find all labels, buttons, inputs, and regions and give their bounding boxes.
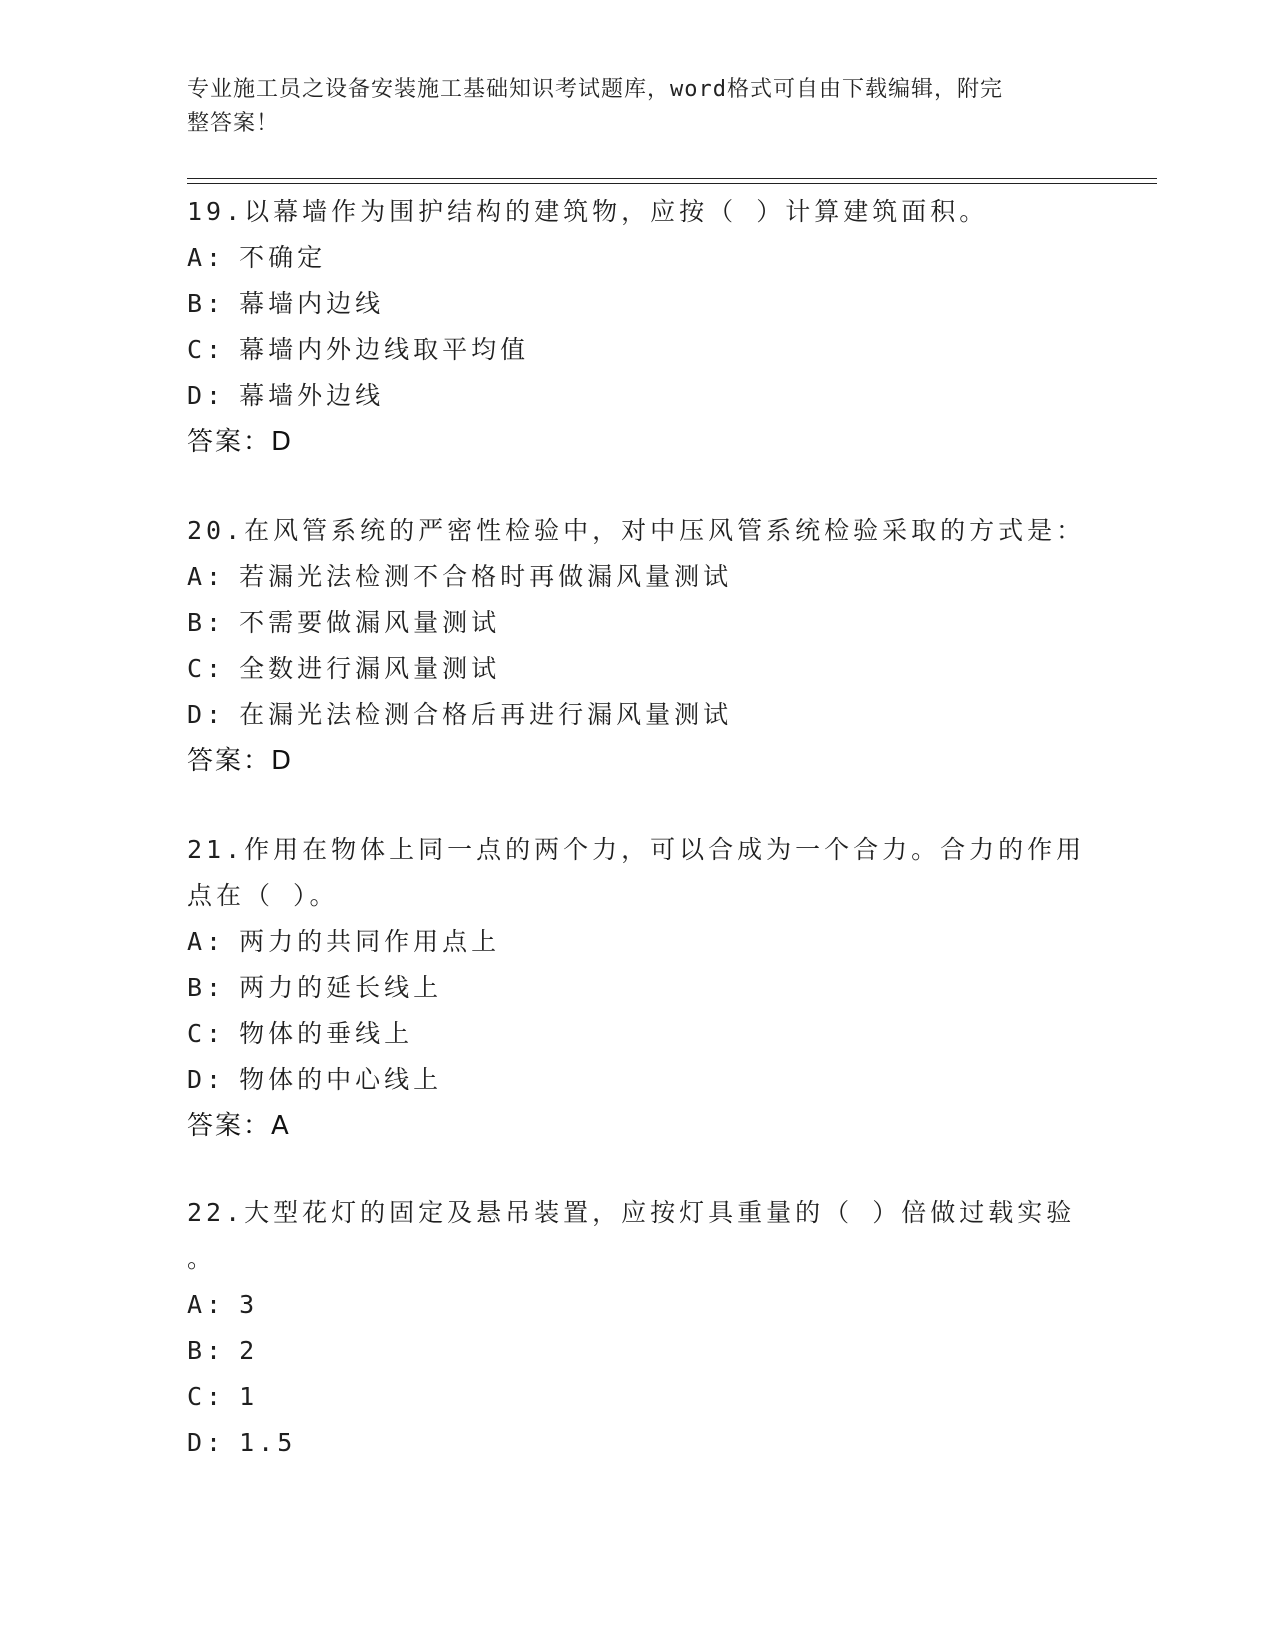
- header-line-1: 专业施工员之设备安装施工基础知识考试题库，word格式可自由下载编辑，附完: [187, 77, 1003, 102]
- option-letter: D:: [187, 700, 226, 729]
- option-b: [187, 281, 1087, 327]
- option-text: 幕墙外边线: [239, 381, 385, 410]
- option-d: [187, 1420, 1087, 1466]
- option-letter: C:: [187, 1019, 226, 1048]
- question-stem-line-1: 22.大型花灯的固定及悬吊装置，应按灯具重量的（ ）倍做过载实验: [187, 1198, 1076, 1227]
- option-b: [187, 965, 1087, 1011]
- option-c: [187, 646, 1087, 692]
- header-divider-bottom: [187, 183, 1157, 184]
- option-a: [187, 919, 1087, 965]
- option-text: 2: [239, 1336, 259, 1365]
- option-letter: A:: [187, 927, 226, 956]
- question-stem-line-2: 。: [187, 1244, 217, 1273]
- option-text: 不需要做漏风量测试: [239, 608, 501, 637]
- option-d: [187, 692, 1087, 738]
- option-c: [187, 1011, 1087, 1057]
- option-text: 幕墙内外边线取平均值: [239, 335, 530, 364]
- question-19: [187, 189, 1087, 465]
- option-text: 全数进行漏风量测试: [239, 654, 501, 683]
- option-text: 幕墙内边线: [239, 289, 385, 318]
- option-b: [187, 1328, 1087, 1374]
- header-line-2: 整答案！: [187, 111, 280, 136]
- option-letter: B:: [187, 608, 226, 637]
- question-21: [187, 827, 1087, 1149]
- option-text: 在漏光法检测合格后再进行漏风量测试: [239, 700, 733, 729]
- option-letter: B:: [187, 289, 226, 318]
- option-text: 3: [239, 1290, 259, 1319]
- option-letter: B:: [187, 1336, 226, 1365]
- option-a: [187, 554, 1087, 600]
- document-header: [187, 73, 1067, 141]
- header-divider-top: [187, 178, 1157, 179]
- option-text: 若漏光法检测不合格时再做漏风量测试: [239, 562, 733, 591]
- option-letter: C:: [187, 1382, 226, 1411]
- option-text: 1: [239, 1382, 259, 1411]
- option-d: [187, 373, 1087, 419]
- option-a: [187, 235, 1087, 281]
- option-letter: D:: [187, 1428, 226, 1457]
- option-letter: C:: [187, 335, 226, 364]
- option-text: 物体的中心线上: [239, 1065, 443, 1094]
- question-22: [187, 1190, 1087, 1466]
- question-stem: 19.以幕墙作为围护结构的建筑物，应按（ ）计算建筑面积。: [187, 197, 989, 226]
- option-text: 1.5: [239, 1428, 297, 1457]
- option-letter: C:: [187, 654, 226, 683]
- option-letter: B:: [187, 973, 226, 1002]
- option-letter: D:: [187, 1065, 226, 1094]
- option-letter: A:: [187, 1290, 226, 1319]
- option-letter: A:: [187, 243, 226, 272]
- option-text: 物体的垂线上: [239, 1019, 414, 1048]
- option-d: [187, 1057, 1087, 1103]
- option-letter: A:: [187, 562, 226, 591]
- answer: 答案：D: [187, 427, 294, 457]
- option-b: [187, 600, 1087, 646]
- option-c: [187, 327, 1087, 373]
- option-text: 不确定: [239, 243, 327, 272]
- question-stem-line-2: 点在（ ）。: [187, 881, 339, 910]
- option-c: [187, 1374, 1087, 1420]
- answer: 答案：A: [187, 1111, 291, 1141]
- question-stem: 20.在风管系统的严密性检验中，对中压风管系统检验采取的方式是：: [187, 516, 1086, 545]
- option-text: 两力的共同作用点上: [239, 927, 501, 956]
- option-letter: D:: [187, 381, 226, 410]
- option-text: 两力的延长线上: [239, 973, 443, 1002]
- question-20: [187, 508, 1087, 784]
- answer: 答案：D: [187, 746, 294, 776]
- option-a: [187, 1282, 1087, 1328]
- question-stem-line-1: 21.作用在物体上同一点的两个力，可以合成为一个合力。合力的作用: [187, 835, 1086, 864]
